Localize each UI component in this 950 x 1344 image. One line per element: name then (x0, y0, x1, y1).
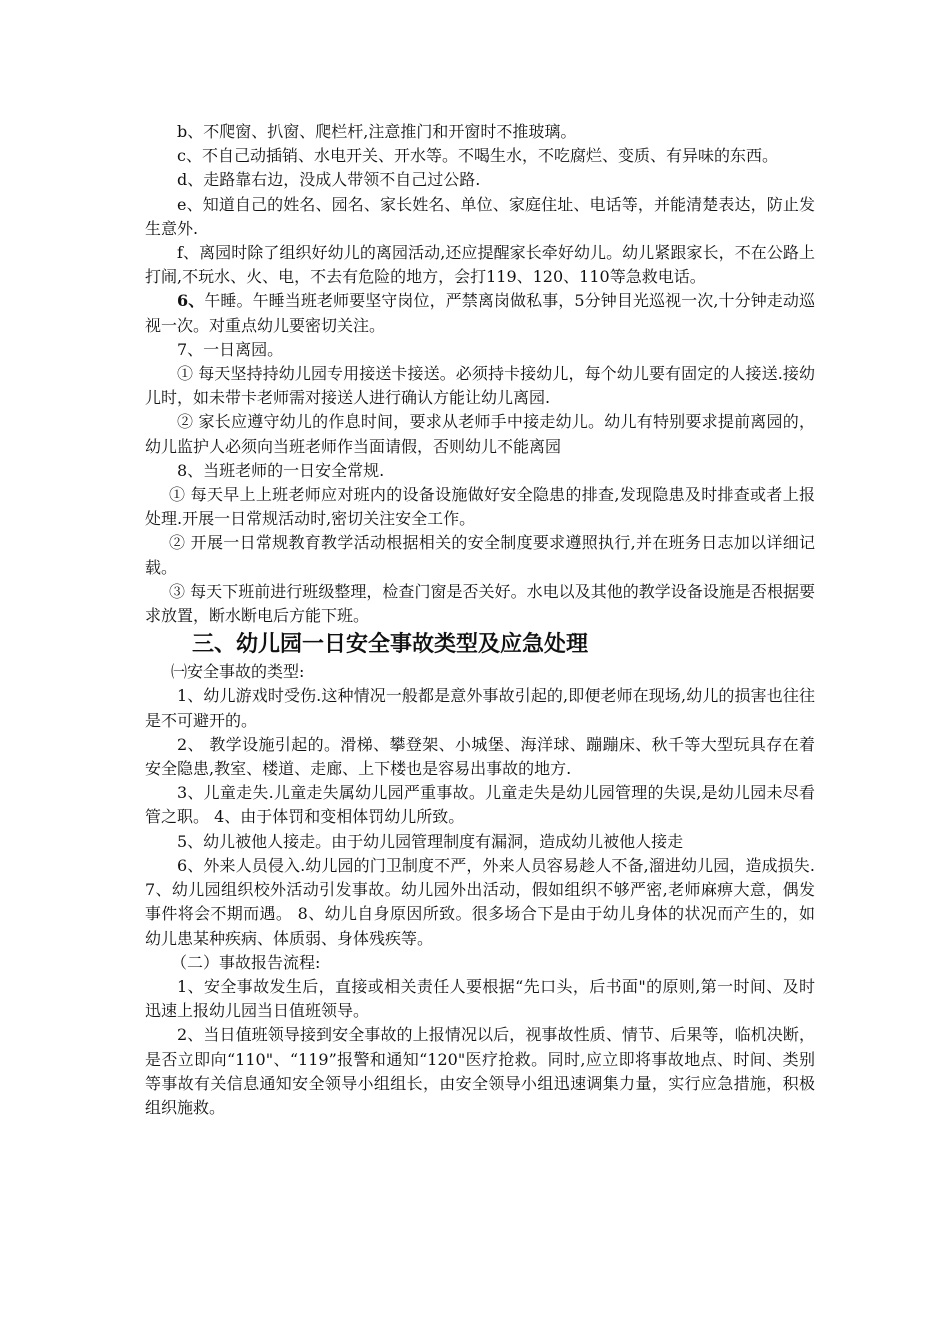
paragraph (145, 410, 815, 458)
paragraph-text: ③ 每天下班前进行班级整理，检查门窗是否关好。水电以及其他的教学设备设施是否根据要求放置，断水断电后方能下班。 (145, 581, 815, 626)
paragraph-text: 1、幼儿游戏时受伤.这种情况一般都是意外事故引起的,即便老师在现场,幼儿的损害也往往是不可避开的。 (145, 686, 815, 730)
paragraph-text: 午睡。午睡当班老师要坚守岗位，严禁离岗做私事，5分钟目光巡视一次,十分钟走动巡视一次。对重点幼儿要密切关注。 (145, 291, 815, 335)
paragraph-text: 2、当日值班领导接到安全事故的上报情况以后，视事故性质、情节、后果等，临机决断，是否立即向“110"、“119”报警和通知“120"医疗抢救。同时,应立即将事故地点、时间、类别等事故有关信息通知安全领导小组组长，由安全领导小组迅速调集力量，实行应急措施，积极组织施救。 (145, 1025, 815, 1117)
paragraph-text: f、离园时除了组织好幼儿的离园活动,还应提醒家长牵好幼儿。幼儿紧跟家长，不在公路上打闹,不玩水、火、电，不去有危险的地方，会打119、120、110等急救电话。 (145, 243, 815, 287)
paragraph (145, 781, 815, 829)
paragraph-text: 2、 教学设施引起的。滑梯、攀登架、小城堡、海洋球、蹦蹦床、秋千等大型玩具存在着安全隐患,教室、楼道、走廊、上下楼也是容易出事故的地方. (145, 734, 815, 779)
paragraph (145, 338, 815, 362)
paragraph (145, 854, 815, 951)
paragraph-text: b、不爬窗、扒窗、爬栏杆,注意推门和开窗时不推玻璃。 (177, 122, 577, 141)
paragraph-text: （二）事故报告流程: (171, 952, 321, 972)
paragraph (145, 144, 815, 168)
paragraph (145, 660, 815, 684)
section-heading: 三、幼儿园一日安全事故类型及应急处理 (192, 632, 589, 658)
paragraph-number: 6、 (177, 291, 205, 311)
paragraph (145, 193, 815, 241)
paragraph-text: e、知道自己的姓名、园名、家长姓名、单位、家庭住址、电话等，并能清楚表达，防止发生意外. (145, 194, 815, 238)
paragraph-text: ② 开展一日常规教育教学活动根据相关的安全制度要求遵照执行,并在班务日志加以详细记载。 (145, 533, 815, 577)
paragraph-text: 3、儿童走失.儿童走失属幼儿园严重事故。儿童走失是幼儿园管理的失误,是幼儿园未尽看管之职。 4、由于体罚和变相体罚幼儿所致。 (145, 783, 815, 827)
paragraph-text: 5、幼儿被他人接走。由于幼儿园管理制度有漏洞，造成幼儿被他人接走 (177, 831, 684, 851)
paragraph-text: 1、安全事故发生后，直接或相关责任人要根据“先口头，后书面"的原则,第一时间、及时迅速上报幼儿园当日值班领导。 (145, 976, 815, 1021)
paragraph-text: c、不自己动插销、水电开关、开水等。不喝生水，不吃腐烂、变质、有异味的东西。 (177, 146, 778, 166)
paragraph (145, 120, 815, 144)
paragraph (145, 483, 815, 531)
paragraph (145, 1023, 815, 1120)
paragraph (145, 975, 815, 1023)
paragraph (145, 580, 815, 628)
paragraph (145, 830, 815, 854)
paragraph (145, 241, 815, 289)
paragraph-text: ② 家长应遵守幼儿的作息时间，要求从老师手中接走幼儿。幼儿有特别要求提前离园的，幼儿监护人必须向当班老师作当面请假，否则幼儿不能离园 (145, 412, 815, 456)
accident-types-section (145, 660, 815, 1120)
paragraph-text: ① 每天坚持持幼儿园专用接送卡接送。必须持卡接幼儿，每个幼儿要有固定的人接送.接幼儿时，如未带卡老师需对接送人进行确认方能让幼儿离园. (145, 364, 815, 408)
paragraph (145, 684, 815, 732)
paragraph-text: 7、一日离园。 (177, 339, 284, 359)
safety-rules-section (145, 120, 815, 628)
document-body (145, 120, 815, 1120)
paragraph-text: d、走路靠右边，没成人带领不自己过公路. (177, 170, 481, 190)
paragraph (145, 362, 815, 410)
paragraph (145, 168, 815, 192)
paragraph-text: 8、当班老师的一日安全常规. (177, 460, 385, 480)
paragraph-text: ㈠安全事故的类型: (171, 662, 305, 682)
paragraph-text: 6、外来人员侵入.幼儿园的门卫制度不严，外来人员容易趁人不备,溜进幼儿园，造成损失. 7、幼儿园组织校外活动引发事故。幼儿园外出活动，假如组织不够严密,老师麻痹大意，偶发事件将会不期而遇。 8、幼儿自身原因所致。很多场合下是由于幼儿身体的状况而产生的，如幼儿患某种疾病、体质弱、身体残疾等。 (145, 855, 815, 948)
paragraph (145, 733, 815, 781)
paragraph (145, 459, 815, 483)
paragraph-text: ① 每天早上上班老师应对班内的设备设施做好安全隐患的排查,发现隐患及时排查或者上报处理.开展一日常规活动时,密切关注安全工作。 (145, 485, 815, 529)
paragraph (145, 531, 815, 579)
paragraph (145, 289, 815, 337)
paragraph (145, 951, 815, 975)
